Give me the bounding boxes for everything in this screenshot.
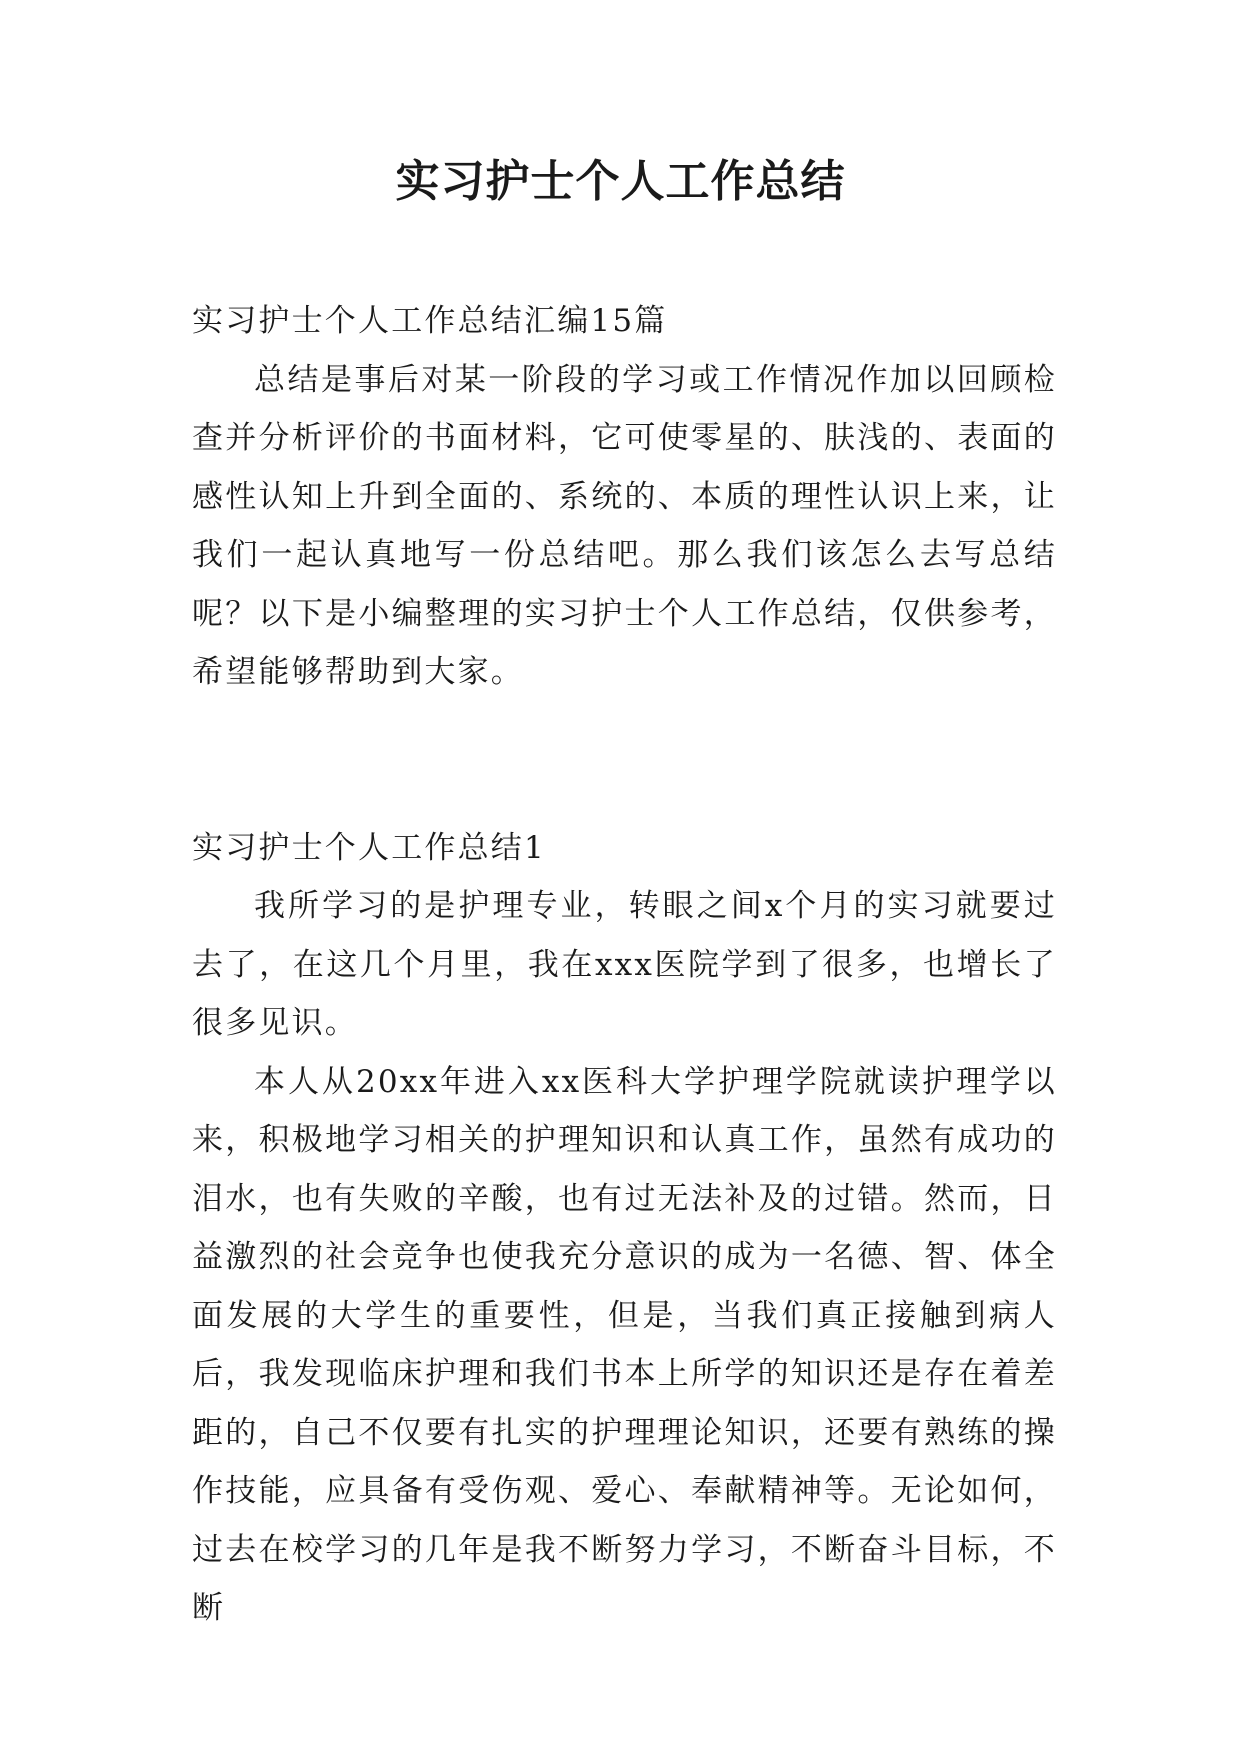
section-heading: 实习护士个人工作总结1 xyxy=(192,829,546,866)
document-body xyxy=(192,292,1057,1638)
section-spacer xyxy=(192,702,1057,819)
body-paragraph: 本人从20xx年进入xx医科大学护理学院就读护理学以来，积极地学习相关的护理知识和认真工作，虽然有成功的泪水，也有失败的辛酸，也有过无法补及的过错。然而，日益激烈的社会竞争也使我充分意识的成为一名德、智、体全面发展的大学生的重要性，但是，当我们真正接触到病人后，我发现临床护理和我们书本上所学的知识还是存在着差距的，自己不仅要有扎实的护理理论知识，还要有熟练的操作技能，应具备有受伤观、爱心、奉献精神等。无论如何，过去在校学习的几年是我不断努力学习，不断奋斗目标，不断 xyxy=(192,1063,1057,1626)
document-title: 实习护士个人工作总结 xyxy=(395,156,846,207)
collection-heading: 实习护士个人工作总结汇编15篇 xyxy=(192,303,668,339)
body-paragraph: 我所学习的是护理专业，转眼之间x个月的实习就要过去了，在这几个月里，我在xxx医院学到了很多，也增长了很多见识。 xyxy=(192,888,1057,1041)
intro-paragraph: 总结是事后对某一阶段的学习或工作情况作加以回顾检查并分析评价的书面材料，它可使零星的、肤浅的、表面的感性认知上升到全面的、系统的、本质的理性认识上来，让我们一起认真地写一份总结吧。那么我们该怎么去写总结呢？以下是小编整理的实习护士个人工作总结，仅供参考，希望能够帮助到大家。 xyxy=(192,361,1057,690)
